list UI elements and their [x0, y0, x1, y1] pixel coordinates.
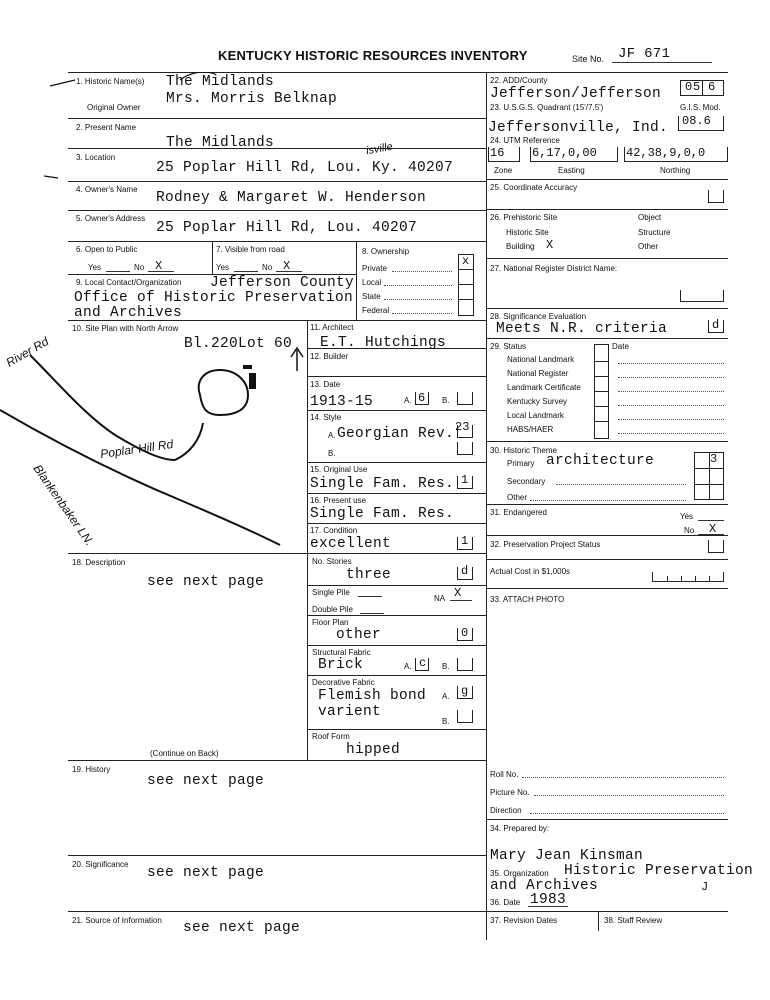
- f7-label: 7. Visible from road: [216, 245, 285, 254]
- condition-code: 1: [461, 534, 469, 548]
- county-code2: 5: [693, 80, 701, 94]
- map-river-rd: River Rd: [3, 334, 52, 370]
- map-blankenbaker: Blankenbaker LN.: [30, 462, 97, 549]
- prepared-by-value: Mary Jean Kinsman: [490, 848, 644, 864]
- na-label: NA: [434, 594, 446, 603]
- status-landmark-certificate: Landmark Certificate: [507, 383, 581, 392]
- f29-label: 29. Status: [490, 342, 527, 351]
- f6-no-label: No: [134, 263, 145, 272]
- original-owner-value: Mrs. Morris Belknap: [166, 91, 338, 107]
- f11-label: 11. Architect: [310, 323, 354, 332]
- deco-a-label: A.: [442, 692, 450, 701]
- floor-plan-label: Floor Plan: [312, 618, 349, 627]
- f9-label: 9. Local Contact/Organization: [76, 278, 182, 287]
- f14-label: 14. Style: [310, 413, 342, 422]
- f31-no-label: No: [684, 526, 695, 535]
- utm-zone-label: Zone: [494, 166, 513, 175]
- f21-label: 21. Source of Information: [72, 916, 162, 925]
- f4-label: 4. Owner's Name: [76, 185, 138, 194]
- f26-object: Object: [638, 213, 662, 222]
- cost-label: Actual Cost in $1,000s: [490, 567, 571, 576]
- f8-federal-label: Federal: [362, 306, 390, 315]
- f14-b-box: [457, 442, 473, 455]
- f29-date-label: Date: [612, 342, 629, 351]
- pen-marks: [40, 72, 220, 182]
- original-use-code: 1: [461, 473, 469, 487]
- f6-no-mark: X: [155, 259, 163, 273]
- f15-label: 15. Original Use: [310, 465, 368, 474]
- struct-a-value: c: [419, 656, 427, 670]
- organization-initial: J: [701, 880, 709, 894]
- f7-yes-line: [234, 271, 258, 272]
- gis-mod-label: G.I.S. Mod.: [680, 103, 721, 112]
- f30-primary-label: Primary: [507, 459, 535, 468]
- description-value: see next page: [147, 574, 265, 590]
- f10-label: 10. Site Plan with North Arrow: [72, 324, 179, 333]
- deco-b-label: B.: [442, 717, 450, 726]
- site-no-value: JF 671: [618, 46, 671, 62]
- gis-value: 08.6: [682, 114, 711, 128]
- theme-box-grid: [694, 452, 724, 500]
- f35-label: 35. Organization: [490, 869, 549, 878]
- f31-yes-label: Yes: [680, 512, 694, 521]
- structural-fabric-label: Structural Fabric: [312, 648, 371, 657]
- f13-label: 13. Date: [310, 380, 341, 389]
- f37-label: 37. Revision Dates: [490, 916, 558, 925]
- quadrant-value: Jeffersonville, Ind.: [488, 120, 669, 136]
- deco-b-box: [457, 710, 473, 723]
- county-code3: 6: [708, 80, 716, 94]
- f36-label: 36. Date: [490, 898, 521, 907]
- structural-fabric-value: Brick: [318, 657, 364, 673]
- drive-loop: [199, 370, 248, 415]
- history-value: see next page: [147, 773, 265, 789]
- f26-structure: Structure: [638, 228, 671, 237]
- style-code: 23: [455, 420, 470, 434]
- deco-a-value: g: [461, 684, 469, 698]
- f3-label: 3. Location: [76, 153, 116, 162]
- f30-label: 30. Historic Theme: [490, 446, 557, 455]
- f34-label: 34. Prepared by:: [490, 824, 550, 833]
- f31-no-mark: X: [709, 522, 717, 536]
- continue-on-back: (Continue on Back): [150, 749, 219, 758]
- roof-form-label: Roof Form: [312, 732, 350, 741]
- source-value: see next page: [183, 920, 301, 936]
- struct-b-label: B.: [442, 662, 450, 671]
- direction-label: Direction: [490, 806, 522, 815]
- district-box: [680, 290, 724, 302]
- floor-plan-value: other: [336, 627, 382, 643]
- f13-b-box: [457, 392, 473, 405]
- location-handwritten: isville: [365, 140, 394, 158]
- site-no-label: Site No.: [572, 54, 605, 64]
- f26-label: 26. Prehistoric Site: [490, 213, 558, 222]
- sig-eval-code: d: [712, 318, 720, 332]
- architect-value: E.T. Hutchings: [320, 335, 447, 351]
- style-value: Georgian Rev.: [337, 426, 455, 442]
- decorative-fabric-value2: varient: [318, 704, 382, 720]
- f26-building-mark: X: [546, 238, 554, 252]
- f8-label: 8. Ownership: [362, 247, 410, 256]
- house-marker: [249, 373, 256, 389]
- roll-no-label: Roll No.: [490, 770, 519, 779]
- f30-other-label: Other: [507, 493, 528, 502]
- utm-northing-value: 42,38,9,0,0: [626, 146, 706, 160]
- organization-value1: Historic Preservation: [564, 863, 754, 879]
- status-national-landmark: National Landmark: [507, 355, 575, 364]
- f6-yes-line: [106, 271, 130, 272]
- local-contact-line3: and Archives: [74, 305, 183, 321]
- map-poplar-hill-rd: Poplar Hill Rd: [99, 436, 174, 462]
- decorative-fabric-value1: Flemish bond: [318, 688, 427, 704]
- na-mark: X: [454, 586, 462, 600]
- f12-label: 12. Builder: [310, 352, 349, 361]
- significance-value: see next page: [147, 865, 265, 881]
- roof-form-value: hipped: [346, 742, 401, 758]
- floor-plan-code: 0: [461, 626, 469, 640]
- present-use-value: Single Fam. Res.: [310, 506, 455, 522]
- county-value: Jefferson/Jefferson: [490, 86, 662, 102]
- site-plan-lot: Bl.220Lot 60: [184, 336, 293, 352]
- form-title: KENTUCKY HISTORIC RESOURCES INVENTORY: [218, 48, 528, 63]
- f26-historic-site: Historic Site: [506, 228, 549, 237]
- f6-label: 6. Open to Public: [76, 245, 138, 254]
- f27-label: 27. National Register District Name:: [490, 264, 618, 273]
- local-contact-line1: Jefferson County: [210, 275, 355, 291]
- utm-northing-label: Northing: [660, 166, 691, 175]
- f1-label: 1. Historic Name(s): [76, 77, 145, 86]
- f16-label: 16. Present use: [310, 496, 367, 505]
- f7-no-label: No: [262, 263, 273, 272]
- f31-label: 31. Endangered: [490, 508, 547, 517]
- f28-label: 28. Significance Evaluation: [490, 312, 587, 321]
- utm-zone-value: 16: [490, 146, 505, 160]
- cost-box: [652, 572, 724, 582]
- f7-no-mark: X: [283, 259, 291, 273]
- ownership-private-mark: x: [462, 254, 470, 268]
- driveway: [175, 423, 203, 460]
- f14-a-label: A.: [328, 431, 336, 440]
- status-habs-haer: HABS/HAER: [507, 425, 554, 434]
- f8-private-label: Private: [362, 264, 387, 273]
- f19-label: 19. History: [72, 765, 111, 774]
- f30-secondary-label: Secondary: [507, 477, 546, 486]
- local-contact-line2: Office of Historic Preservation: [74, 290, 354, 306]
- status-local-landmark: Local Landmark: [507, 411, 564, 420]
- f8-local-label: Local: [362, 278, 382, 287]
- struct-a-label: A.: [404, 662, 412, 671]
- status-kentucky-survey: Kentucky Survey: [507, 397, 568, 406]
- f20-label: 20. Significance: [72, 860, 129, 869]
- f24-label: 24. UTM Reference: [490, 136, 560, 145]
- location-value: 25 Poplar Hill Rd, Lou. Ky. 40207: [156, 160, 454, 176]
- f22-label: 22. ADD/County: [490, 76, 548, 85]
- f23-label: 23. U.S.G.S. Quadrant (15'/7.5'): [490, 103, 604, 112]
- pres-status-box: [708, 540, 724, 553]
- f8-state-label: State: [362, 292, 381, 301]
- historic-theme-code: 3: [710, 452, 718, 466]
- county-code1: 0: [685, 80, 693, 94]
- f13-a-label: A.: [404, 396, 412, 405]
- f33-label: 33. ATTACH PHOTO: [490, 595, 565, 604]
- f7-yes-label: Yes: [216, 263, 230, 272]
- present-name-value: The Midlands: [166, 135, 275, 151]
- f32-label: 32. Preservation Project Status: [490, 540, 601, 549]
- double-pile-label: Double Pile: [312, 605, 353, 614]
- struct-b-box: [457, 658, 473, 671]
- historic-theme-value: architecture: [546, 453, 655, 469]
- historic-name-value: The Midlands: [166, 74, 275, 90]
- f2-label: 2. Present Name: [76, 123, 137, 132]
- picture-no-label: Picture No.: [490, 788, 530, 797]
- significance-eval-value: Meets N.R. criteria: [496, 321, 668, 337]
- decorative-fabric-label: Decorative Fabric: [312, 678, 375, 687]
- site-no-line: [612, 62, 712, 63]
- stories-label: No. Stories: [312, 557, 352, 566]
- organization-value2: and Archives: [490, 878, 599, 894]
- original-use-value: Single Fam. Res.: [310, 476, 455, 492]
- f26-building: Building: [506, 242, 535, 251]
- prepared-date-value: 1983: [530, 892, 567, 908]
- owner-address-value: 25 Poplar Hill Rd, Lou. 40207: [156, 220, 418, 236]
- utm-easting-value: 6,17,0,00: [532, 146, 597, 160]
- f17-label: 17. Condition: [310, 526, 358, 535]
- f13-a-value: 6: [418, 391, 426, 405]
- condition-value: excellent: [310, 536, 392, 552]
- f6-yes-label: Yes: [88, 263, 102, 272]
- single-pile-label: Single Pile: [312, 588, 350, 597]
- f38-label: 38. Staff Review: [604, 916, 663, 925]
- owner-name-value: Rodney & Margaret W. Henderson: [156, 190, 427, 206]
- stories-code: d: [461, 564, 469, 578]
- utm-easting-label: Easting: [558, 166, 585, 175]
- f18-label: 18. Description: [72, 558, 126, 567]
- date-value: 1913-15: [310, 394, 374, 410]
- original-owner-label: Original Owner: [87, 103, 141, 112]
- f25-label: 25. Coordinate Accuracy: [490, 183, 578, 192]
- stories-value: three: [346, 567, 392, 583]
- f14-b-label: B.: [328, 449, 336, 458]
- status-box-column: [594, 344, 609, 439]
- f13-b-label: B.: [442, 396, 450, 405]
- coord-accuracy-box: [708, 190, 724, 203]
- f5-label: 5. Owner's Address: [76, 214, 146, 223]
- status-national-register: National Register: [507, 369, 569, 378]
- f26-other: Other: [638, 242, 659, 251]
